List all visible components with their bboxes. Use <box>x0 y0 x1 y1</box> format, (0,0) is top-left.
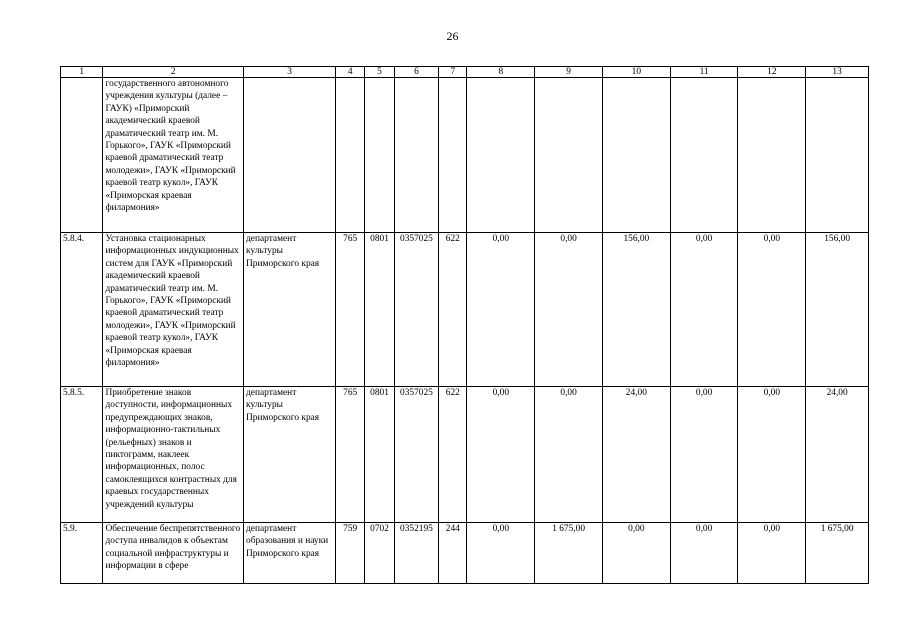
budget-code-5: 0801 <box>365 387 394 523</box>
column-header: 9 <box>535 67 603 78</box>
responsible-agency: департамент культуры Приморского края <box>244 387 336 523</box>
table-row <box>61 233 869 387</box>
budget-code-4 <box>336 78 365 233</box>
table-row <box>61 78 869 233</box>
column-header: 6 <box>394 67 438 78</box>
budget-code-5 <box>365 78 394 233</box>
budget-code-4: 759 <box>336 523 365 584</box>
amount-11: 0,00 <box>670 387 738 523</box>
amount-11: 0,00 <box>670 523 738 584</box>
column-header: 13 <box>806 67 869 78</box>
column-header: 10 <box>602 67 670 78</box>
budget-code-5: 0801 <box>365 233 394 387</box>
table-row <box>61 523 869 584</box>
budget-code-6 <box>394 78 438 233</box>
budget-code-6: 0352195 <box>394 523 438 584</box>
column-header: 5 <box>365 67 394 78</box>
budget-code-6: 0357025 <box>394 233 438 387</box>
column-header: 8 <box>467 67 535 78</box>
budget-code-7: 622 <box>439 233 467 387</box>
amount-8 <box>467 78 535 233</box>
column-header: 11 <box>670 67 738 78</box>
amount-8: 0,00 <box>467 387 535 523</box>
responsible-agency: департамент образования и науки Приморского края <box>244 523 336 584</box>
item-description: Установка стационарных информационных индукционных систем для ГАУК «Приморский академический краевой драматический театр им. М. Горького», ГАУК «Приморский краевой драматический театр молодежи», ГАУК «Приморский краевой театр кукол», ГАУК «Приморская краевая филармония» <box>103 233 244 387</box>
amount-12: 0,00 <box>738 523 806 584</box>
column-header: 7 <box>439 67 467 78</box>
amount-8: 0,00 <box>467 523 535 584</box>
amount-13: 24,00 <box>806 387 869 523</box>
column-header: 12 <box>738 67 806 78</box>
amount-12 <box>738 78 806 233</box>
budget-table <box>60 66 869 584</box>
item-number: 5.9. <box>61 523 103 584</box>
column-number-row <box>61 67 869 78</box>
amount-13: 156,00 <box>806 233 869 387</box>
amount-9 <box>535 78 603 233</box>
amount-10: 24,00 <box>602 387 670 523</box>
budget-code-6: 0357025 <box>394 387 438 523</box>
column-header: 1 <box>61 67 103 78</box>
page-number: 26 <box>446 29 459 43</box>
budget-code-7 <box>439 78 467 233</box>
amount-11: 0,00 <box>670 233 738 387</box>
budget-code-4: 765 <box>336 233 365 387</box>
table-row <box>61 387 869 523</box>
item-number: 5.8.5. <box>61 387 103 523</box>
budget-code-7: 244 <box>439 523 467 584</box>
amount-8: 0,00 <box>467 233 535 387</box>
amount-9: 0,00 <box>535 387 603 523</box>
amount-13 <box>806 78 869 233</box>
amount-11 <box>670 78 738 233</box>
amount-9: 0,00 <box>535 233 603 387</box>
responsible-agency <box>244 78 336 233</box>
item-number: 5.8.4. <box>61 233 103 387</box>
amount-12: 0,00 <box>738 233 806 387</box>
amount-13: 1 675,00 <box>806 523 869 584</box>
item-description: Обеспечение беспрепятственного доступа инвалидов к объектам социальной инфраструктуры и информации в сфере <box>103 523 244 584</box>
amount-10: 156,00 <box>602 233 670 387</box>
item-description: Приобретение знаков доступности, информационных предупреждающих знаков, информационно-тактильных (рельефных) знаков и пиктограмм, наклеек информационных, полос самоклеящихся контрастных для краевых государственных учреждений культуры <box>103 387 244 523</box>
amount-12: 0,00 <box>738 387 806 523</box>
budget-code-5: 0702 <box>365 523 394 584</box>
amount-9: 1 675,00 <box>535 523 603 584</box>
budget-code-7: 622 <box>439 387 467 523</box>
item-description: государственного автономного учреждения культуры (далее – ГАУК) «Приморский академический краевой драматический театр им. М. Горького», ГАУК «Приморский краевой драматический театр молодежи», ГАУК «Приморский краевой театр кукол», ГАУК «Приморская краевая филармония» <box>103 78 244 233</box>
responsible-agency: департамент культуры Приморского края <box>244 233 336 387</box>
column-header: 3 <box>244 67 336 78</box>
item-number <box>61 78 103 233</box>
budget-code-4: 765 <box>336 387 365 523</box>
column-header: 4 <box>336 67 365 78</box>
amount-10: 0,00 <box>602 523 670 584</box>
amount-10 <box>602 78 670 233</box>
column-header: 2 <box>103 67 244 78</box>
